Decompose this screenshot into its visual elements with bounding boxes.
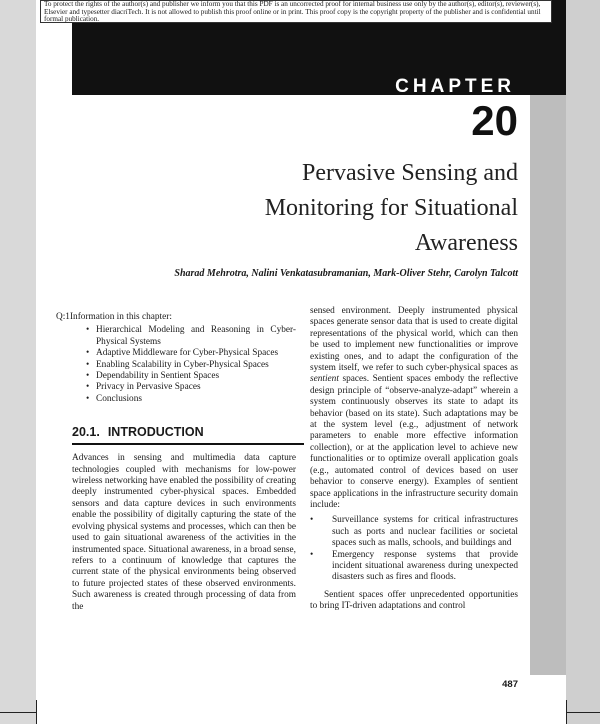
chapter-number: 20 (471, 97, 518, 144)
margin-strip (566, 0, 600, 724)
side-tab (530, 95, 566, 675)
bullet-icon: • (86, 348, 90, 359)
info-heading: Q:1Information in this chapter: (56, 312, 172, 322)
chapter-label: CHAPTER (395, 76, 515, 97)
bullet-icon: • (86, 393, 90, 404)
chapter-title: Pervasive Sensing and Monitoring for Situational Awareness (264, 160, 518, 256)
bullet-icon: • (86, 359, 90, 370)
info-list (72, 325, 296, 405)
bullet-icon: • (86, 371, 90, 382)
bullet-icon: • (86, 382, 90, 393)
crop-mark (566, 712, 600, 713)
body-paragraph: sensed environment. Deeply instrumented physical spaces generate sensor data that is used to create digital representations of the physical world, which can then be used to implement new functionalities or improve existing ones, and to adapt the configuration of the system itself, we refer to such cyber-physical spaces as sentient spaces. Sentient spaces embody the reflective design principle of “observe-analyze-adapt” wherein a system continuously observes its state to adapt its behavior (based on its state). Such adaptations may be at the system level (e.g., adjustment of network parameters to enable more effective information collection), or at the application level to achieve new functionalities or to optimize overall application goals (e.g., automated control of devices based on user behavior to conserve energy). Examples of sentient space applications in the infrastructure security domain include: (310, 306, 518, 510)
list-item: • Emergency response systems that provide incident situational awareness during unexpected disasters such as fires and floods. (310, 549, 518, 583)
body-paragraph: Sentient spaces offer unprecedented opportunities to bring IT-driven adaptations and control (310, 589, 518, 612)
bullet-icon: • (310, 549, 314, 560)
bullet-icon: • (310, 515, 314, 526)
list-item: • Hierarchical Modeling and Reasoning in Cyber-Physical Systems (86, 325, 296, 347)
crop-mark (36, 700, 37, 724)
list-item: • Dependability in Sentient Spaces (86, 371, 220, 382)
left-column (56, 312, 296, 613)
right-column (310, 306, 518, 613)
body-paragraph: Advances in sensing and multimedia data capture technologies coupled with mechanisms for low-power wireless networking have enabled the possibility of creating deeply instrumented cyber-physical spaces. Embedded sensors and data capture devices in such environments enable the possibility of digitally capturing the state of the evolving physical systems and processes, which can then be used to gain situational awareness of the activities in the instrumented space. Situational awareness, in a broad sense, refers to a continuum of knowledge that captures the current state of the physical environments being observed to future projected states of these observed environments. Such awareness is created through processing of data from the (72, 453, 296, 612)
list-item: • Privacy in Pervasive Spaces (86, 382, 201, 393)
author-list: Sharad Mehrotra, Nalini Venkatasubramanian, Mark-Oliver Stehr, Carolyn Talcott (174, 268, 518, 279)
list-item: • Adaptive Middleware for Cyber-Physical Spaces (86, 348, 279, 359)
section-title: INTRODUCTION (107, 425, 204, 440)
list-item: • Conclusions (86, 393, 142, 404)
crop-mark (0, 712, 36, 713)
emphasis: sentient (310, 374, 339, 385)
section-heading (72, 425, 296, 443)
section-number: 20.1. (72, 425, 100, 440)
proof-notice: To protect the rights of the author(s) and publisher we inform you that this PDF is an uncorrected proof for internal business use only by the author(s), editor(s), reviewer(s), Elsevier and typesetter diacriTech. It is not allowed to publish this proof online or in print. This proof copy is the copyright property of the publisher and is confidential until formal publication. (40, 0, 552, 23)
page-number: 487 (502, 679, 518, 690)
bullet-icon: • (86, 325, 90, 336)
list-item: • Enabling Scalability in Cyber-Physical Spaces (86, 359, 269, 370)
list-item: • Surveillance systems for critical infrastructures such as ports and nuclear facilities or societal spaces such as malls, schools, and buildings and (310, 515, 518, 549)
examples-list (310, 515, 518, 583)
